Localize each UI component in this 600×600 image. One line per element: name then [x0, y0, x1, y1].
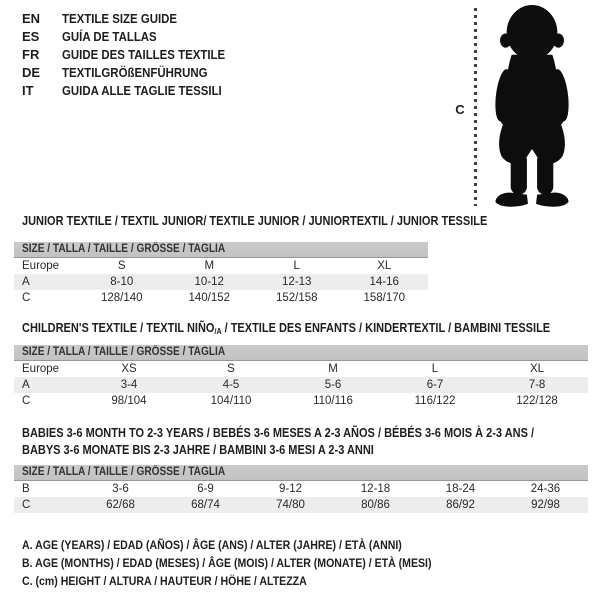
footnote-line: [22, 536, 487, 554]
baby-silhouette-icon: [480, 2, 584, 210]
size-cell: XL: [377, 260, 392, 272]
size-cell: 140/152: [188, 292, 231, 304]
size-cell: 152/158: [275, 292, 318, 304]
size-table: [14, 345, 588, 409]
footnote-text: A. AGE (YEARS) / EDAD (AÑOS) / ÂGE (ANS) / ALTER (JAHRE) / ETÀ (ANNI): [22, 538, 402, 552]
size-cell: 98/104: [111, 395, 147, 407]
language-row: [22, 10, 247, 28]
footnote-line: [22, 554, 487, 572]
row-label: C: [22, 499, 31, 511]
footnote-text: B. AGE (MONTHS) / EDAD (MESES) / ÂGE (MOIS) / ALTER (MONATE) / ETÀ (MESI): [22, 556, 432, 570]
row-label: A: [22, 379, 30, 391]
size-cell: L: [431, 363, 439, 375]
language-title-list: [22, 10, 247, 100]
size-cell: 92/98: [531, 499, 560, 511]
table-header: [14, 242, 428, 258]
size-cell: 74/80: [276, 499, 305, 511]
language-code: DE: [22, 65, 41, 80]
table-row: [14, 481, 588, 497]
size-cell: S: [227, 363, 235, 375]
size-cell: 24-36: [530, 483, 561, 495]
section-title: [22, 320, 600, 340]
size-cell: 14-16: [369, 276, 399, 288]
language-label: GUIDA ALLE TAGLIE TESSILI: [62, 83, 222, 98]
size-cell: M: [204, 260, 215, 272]
language-code: IT: [22, 83, 34, 98]
language-code: FR: [22, 47, 40, 62]
language-label: GUIDE DES TAILLES TEXTILE: [62, 47, 226, 62]
table-row: [14, 497, 588, 513]
size-cell: 9-12: [278, 483, 303, 495]
size-cell: 158/170: [363, 292, 406, 304]
table-row: [14, 274, 428, 290]
section-title-text: BABIES 3-6 MONTH TO 2-3 YEARS / BEBÉS 3-6 MESES A 2-3 AÑOS / BÉBÉS 3-6 MOIS À 2-3 ANS /: [22, 426, 535, 440]
row-label: C: [22, 292, 31, 304]
size-cell: 116/122: [414, 395, 456, 407]
size-cell: 12-13: [282, 276, 312, 288]
size-cell: 128/140: [100, 292, 143, 304]
size-table: [14, 242, 428, 306]
size-cell: 7-8: [528, 379, 546, 391]
table-row: [14, 393, 588, 409]
size-cell: L: [293, 260, 300, 272]
footnotes: [22, 536, 487, 590]
table-header-label: SIZE / TALLA / TAILLE / GRÖSSE / TAGLIA: [22, 243, 226, 255]
height-measure-line: [474, 8, 477, 206]
table-body: [14, 258, 428, 306]
table-header-label: SIZE / TALLA / TAILLE / GRÖSSE / TAGLIA: [22, 466, 226, 478]
language-row: [22, 64, 247, 82]
size-cell: 6-9: [197, 483, 214, 495]
size-cell: S: [117, 260, 126, 272]
table-header: [14, 345, 588, 361]
height-measure-label: C: [455, 102, 465, 117]
size-cell: 86/92: [446, 499, 475, 511]
size-cell: 68/74: [191, 499, 220, 511]
language-code: EN: [22, 11, 41, 26]
row-label: Europe: [22, 260, 60, 272]
language-row: [22, 82, 247, 100]
size-cell: 12-18: [360, 483, 391, 495]
size-cell: M: [328, 363, 338, 375]
table-body: [14, 481, 588, 513]
size-cell: 110/116: [313, 395, 353, 407]
language-label: TEXTILGRÖßENFÜHRUNG: [62, 65, 208, 80]
language-row: [22, 46, 247, 64]
footnote-line: [22, 572, 487, 590]
size-cell: 6-7: [426, 379, 444, 391]
table-row: [14, 258, 428, 274]
size-table: [14, 465, 588, 513]
size-cell: XL: [529, 363, 545, 375]
section-title-text: CHILDREN'S TEXTILE / TEXTIL NIÑO: [22, 321, 215, 335]
baby-figure: [430, 0, 600, 215]
size-cell: 122/128: [516, 395, 558, 407]
size-cell: 5-6: [324, 379, 342, 391]
size-cell: 10-12: [194, 276, 224, 288]
row-label: Europe: [22, 363, 60, 375]
size-cell: 3-6: [112, 483, 129, 495]
table-header: [14, 465, 588, 481]
footnote-text: C. (cm) HEIGHT / ALTURA / HAUTEUR / HÖHE / ALTEZZA: [22, 574, 307, 588]
size-cell: 80/86: [361, 499, 390, 511]
size-cell: 18-24: [445, 483, 476, 495]
language-label: GUÍA DE TALLAS: [62, 29, 157, 44]
language-label: TEXTILE SIZE GUIDE: [62, 11, 178, 26]
language-row: [22, 28, 247, 46]
row-label: C: [22, 395, 31, 407]
section-title-text: JUNIOR TEXTILE / TEXTIL JUNIOR/ TEXTILE JUNIOR / JUNIORTEXTIL / JUNIOR TESSILE: [22, 214, 488, 228]
section-title-text: BABYS 3-6 MONATE BIS 2-3 JAHRE / BAMBINI 3-6 MESI A 2-3 ANNI: [22, 443, 374, 457]
table-row: [14, 377, 588, 393]
table-header-label: SIZE / TALLA / TAILLE / GRÖSSE / TAGLIA: [22, 346, 226, 358]
size-cell: 3-4: [120, 379, 138, 391]
language-code: ES: [22, 29, 40, 44]
size-cell: XS: [121, 363, 137, 375]
row-label: B: [22, 483, 30, 495]
section-title: [22, 213, 551, 230]
table-row: [14, 290, 428, 306]
section-title-text: / TEXTILE DES ENFANTS / KINDERTEXTIL / BAMBINI TESSILE: [221, 321, 551, 335]
table-row: [14, 361, 588, 377]
size-cell: 62/68: [106, 499, 135, 511]
table-body: [14, 361, 588, 409]
row-label: A: [22, 276, 30, 288]
size-cell: 4-5: [222, 379, 240, 391]
section-title: [22, 425, 600, 459]
size-cell: 8-10: [110, 276, 134, 288]
size-cell: 104/110: [210, 395, 252, 407]
section-title-text: /A: [214, 327, 222, 336]
